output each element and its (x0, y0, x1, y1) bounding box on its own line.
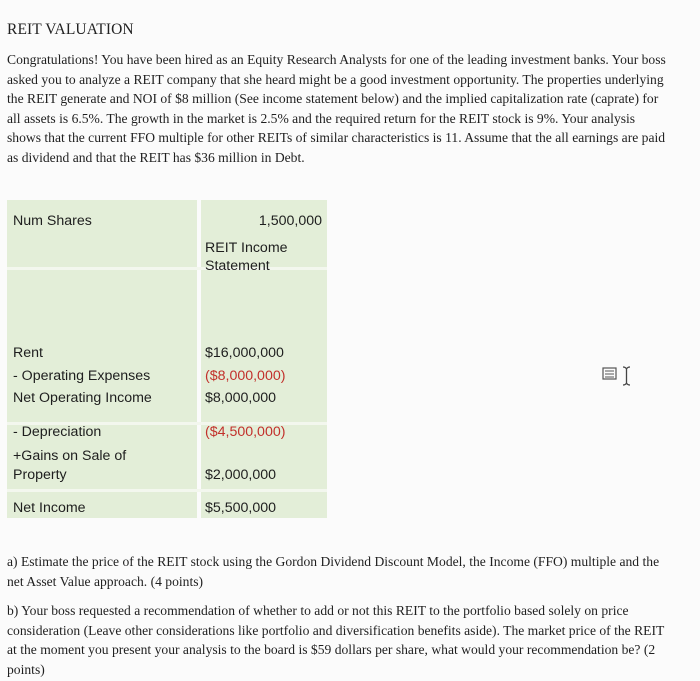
table-row-value: ($8,000,000) (205, 368, 286, 384)
statement-title-line1: REIT Income (205, 240, 288, 256)
problem-statement: Congratulations! You have been hired as an Equity Research Analysts for one of the leading investment banks. Your boss asked you to analyze a REIT company that she heard might be a good investment opportunity. The properties underlying the REIT generate and NOI of $8 million (See income statement below) and the implied capitalization rate (caprate) for all assets is 6.5%. The growth in the market is 2.5% and the required return for the REIT stock is 9%. Your analysis shows that the current FFO multiple for other REITs of similar characteristics is 11. Assume that the all earnings are paid as dividend and that the REIT has $36 million in Debt. (7, 52, 666, 165)
num-shares-label: Num Shares (13, 213, 92, 229)
row-divider (7, 267, 327, 270)
statement-title-line2: Statement (205, 258, 270, 274)
income-statement-table (7, 200, 327, 518)
table-row-value: $8,000,000 (205, 390, 277, 406)
table-row-label: Net Operating Income (13, 390, 152, 406)
text-cursor-icon (602, 365, 636, 392)
num-shares-value: 1,500,000 (258, 213, 322, 229)
table-row-label-line1: +Gains on Sale of (13, 448, 127, 464)
table-row-label: - Operating Expenses (13, 368, 151, 384)
table-row-label: Net Income (13, 500, 86, 516)
table-row-label: - Depreciation (13, 424, 102, 440)
question-b: b) Your boss requested a recommendation of whether to add or not this REIT to the portfolio based solely on price consideration (Leave other considerations like portfolio and diversification benefits aside). The market price of the REIT at the moment you present your analysis to the board is $59 dollars per share, what would your recommendation be? (2 points) (7, 603, 665, 677)
page-title: REIT VALUATION (7, 21, 134, 38)
question-a: a) Estimate the price of the REIT stock using the Gordon Dividend Discount Model, the Income (FFO) multiple and the net Asset Value approach. (4 points) (7, 554, 660, 589)
table-row-label: Rent (13, 345, 43, 361)
table-row-value: $5,500,000 (205, 500, 277, 516)
table-row-label-line2: Property (13, 467, 67, 483)
row-divider (7, 489, 327, 492)
table-row-value: ($4,500,000) (205, 424, 286, 440)
table-row-value: $2,000,000 (205, 467, 277, 483)
table-row-value: $16,000,000 (205, 345, 284, 361)
